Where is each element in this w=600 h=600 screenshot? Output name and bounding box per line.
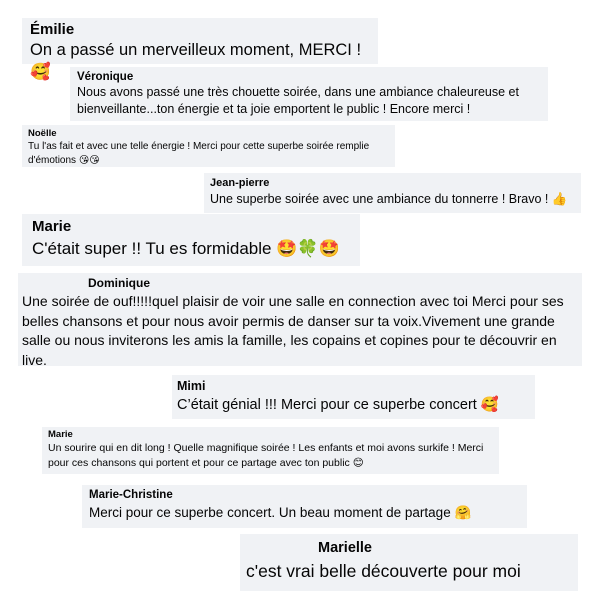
smiling-face-emoji: 😊 (352, 457, 364, 469)
thumbs-up-emoji: 👍 (551, 191, 568, 206)
smiling-face-with-hearts-emoji: 🥰 (30, 62, 51, 81)
comment-text: Une superbe soirée avec une ambiance du tonnerre ! Bravo ! 👍 (210, 191, 568, 206)
kissing-face-emoji: 😘😘 (78, 154, 100, 166)
comment-author[interactable]: Marie-Christine (89, 489, 173, 501)
comment-bubble (22, 214, 360, 266)
comment-author[interactable]: Noëlle (28, 128, 57, 139)
comment-author[interactable]: Marielle (318, 540, 372, 556)
comment-bubble (22, 125, 395, 167)
comment-author[interactable]: Marie (32, 218, 72, 235)
comment-bubble (172, 375, 535, 419)
comment-author[interactable]: Marie (48, 429, 73, 440)
comment-text: Nous avons passé une très chouette soirée, dans une ambiance chaleureuse et bienveillante...ton énergie et ta joie emportent le public ! Encore merci ! (77, 85, 519, 116)
hugging-face-emoji: 🤗 (454, 505, 472, 521)
comment-bubble (204, 173, 581, 213)
smiling-face-with-hearts-emoji: 🥰 (480, 397, 499, 413)
comment-text: c'est vrai belle découverte pour moi (246, 561, 521, 581)
comment-bubble (240, 534, 578, 591)
comment-text: Une soirée de ouf!!!!!quel plaisir de voir une salle en connection avec toi Merci pour ses belles chansons et pour nous avoir permis de danser sur ta voix.Vivement une grande salle ou nous inviterons les amis la famille, les copains et copines pour te découvrir en live. (22, 293, 564, 368)
comment-text: Un sourire qui en dit long ! Quelle magnifique soirée ! Les enfants et moi avons surkife ! Merci pour ces chansons qui portent et pour ce partage avec ton public 😊 (48, 442, 484, 469)
star-struck-clover-emoji: 🤩🍀🤩 (276, 239, 340, 259)
comment-author[interactable]: Jean-pierre (210, 177, 270, 189)
comment-text: C’était génial !!! Merci pour ce superbe concert 🥰 (177, 395, 530, 416)
comment-bubble (18, 273, 582, 366)
comment-bubble (42, 427, 499, 474)
comment-author[interactable]: Émilie (30, 21, 75, 38)
comment-bubble (82, 485, 527, 528)
comment-text: On a passé un merveilleux moment, MERCI ! 🥰 (30, 41, 362, 81)
comment-bubble (70, 67, 548, 121)
comment-text: Tu l'as fait et avec une telle énergie ! Merci pour cette superbe soirée remplie d'émotions 😘😘 (28, 141, 370, 166)
comment-author[interactable]: Dominique (88, 276, 150, 290)
comment-author[interactable]: Véronique (77, 71, 134, 83)
comment-author[interactable]: Mimi (177, 379, 206, 393)
comment-text: Merci pour ce superbe concert. Un beau moment de partage 🤗 (89, 505, 472, 521)
comment-text: C'était super !! Tu es formidable 🤩🍀🤩 (32, 236, 350, 262)
